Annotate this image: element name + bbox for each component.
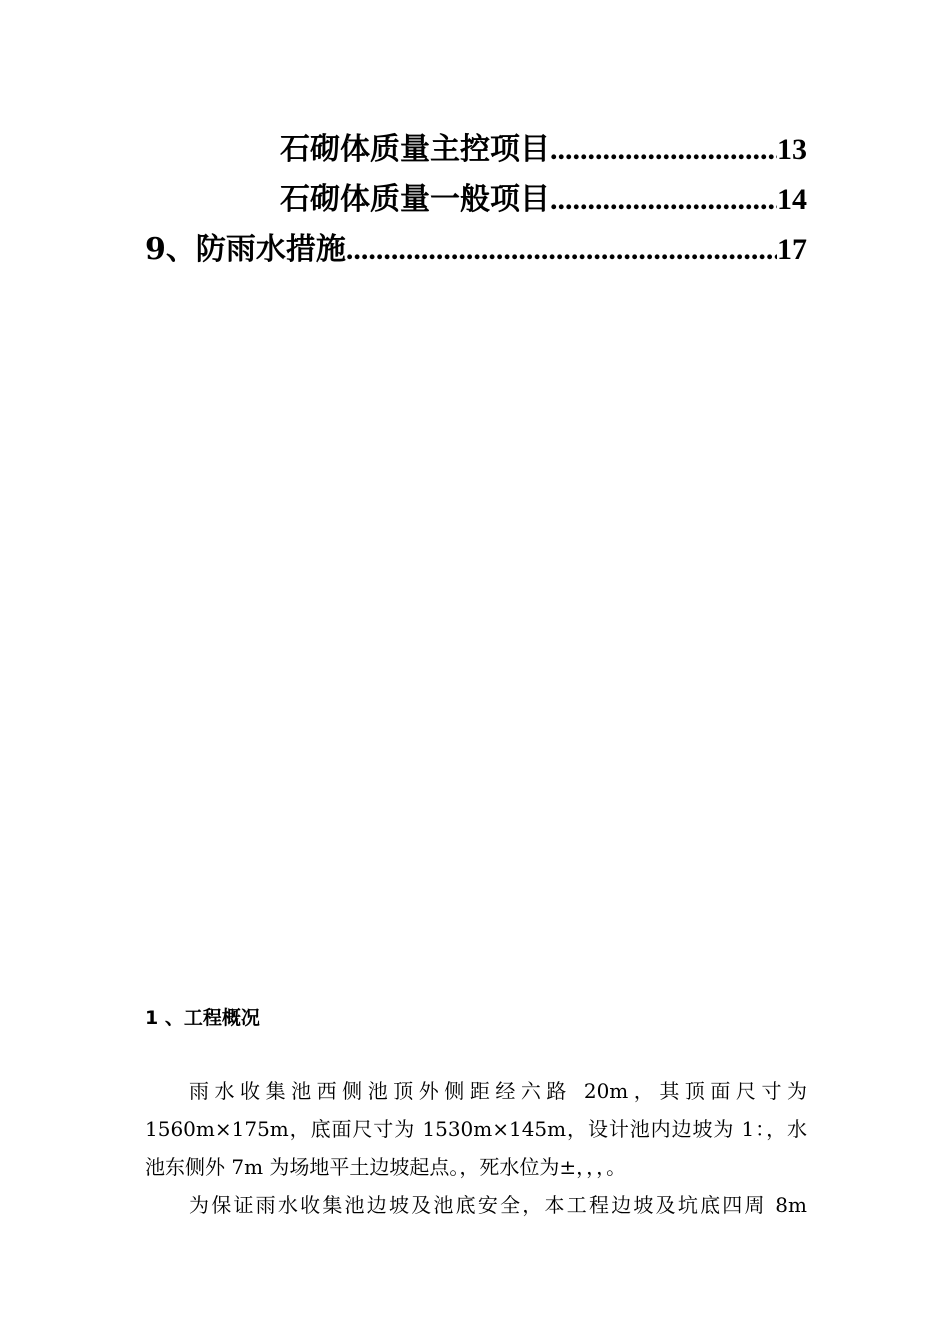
paragraph-line: 雨水收集池西侧池顶外侧距经六路 20m，其顶面尺寸为: [189, 1079, 807, 1103]
paragraph-line: 为保证雨水收集池边坡及池底安全，本工程边坡及坑底四周 8m: [189, 1193, 807, 1217]
toc-entry-page: 17: [777, 233, 807, 266]
paragraph-line: 池东侧外 7m 为场地平土边坡起点。，死水位为±，，，。: [145, 1155, 627, 1179]
toc-entry[interactable]: [280, 130, 807, 170]
toc-entry-title: 石砌体质量一般项目: [280, 182, 550, 217]
paragraph: [145, 1072, 807, 1186]
toc-entry-title: 9、防雨水措施: [145, 232, 346, 267]
toc-leader-dots: [550, 180, 777, 220]
toc-entry[interactable]: [280, 180, 807, 220]
toc-entry-page: 13: [777, 133, 807, 166]
toc-entry-title: 石砌体质量主控项目: [280, 132, 550, 167]
section-heading: 1 、工程概况: [145, 1007, 260, 1029]
toc-leader-dots: [346, 230, 777, 270]
toc-entry-page: 14: [777, 183, 807, 216]
paragraph: [145, 1186, 807, 1224]
toc-leader-dots: [550, 130, 777, 170]
paragraph-line: 1560m×175m，底面尺寸为 1530m×145m，设计池内边坡为 1：，水: [145, 1117, 807, 1141]
toc-entry[interactable]: [145, 230, 807, 270]
